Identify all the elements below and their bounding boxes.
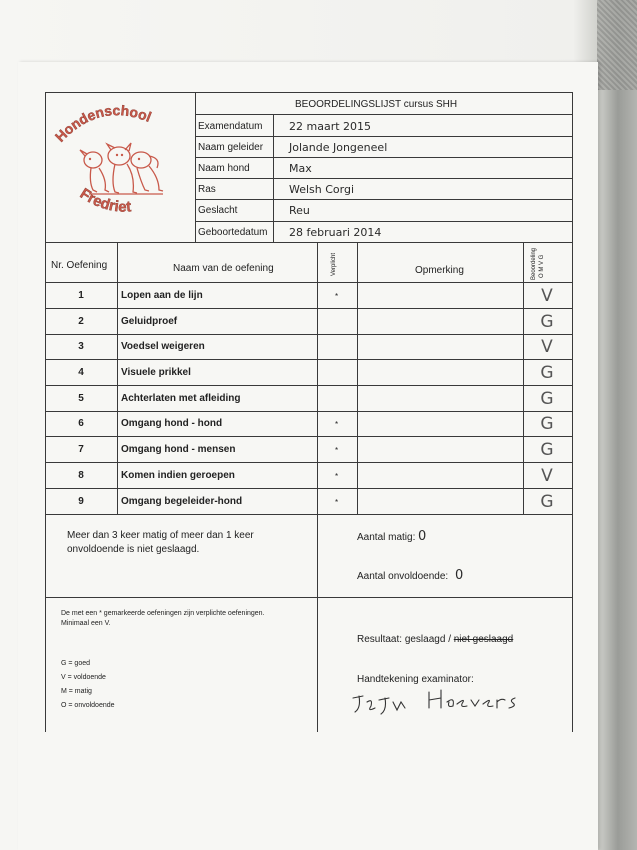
field-label-ras: Ras [198,184,216,195]
evaluation-form [45,92,573,732]
exercise-grade: G [540,414,554,434]
pass-rule-line2: onvoldoende is niet geslaagd. [67,544,200,555]
exercise-grade: G [540,363,554,383]
field-value-ras: Welsh Corgi [289,183,355,196]
column-header-nr: Nr. Oefening [51,260,108,271]
column-header-beoordeling-scale: O M V G [539,254,545,278]
exercise-grade: G [540,389,554,409]
exercise-grade: G [540,312,554,332]
exercise-name: Achterlaten met afleiding [121,393,241,404]
field-label-geslacht: Geslacht [198,205,238,216]
pass-rule-line1: Meer dan 3 keer matig of meer dan 1 keer [67,530,254,541]
field-value-naam-hond: Max [289,162,312,175]
form-title: BEOORDELINGSLIJST cursus SHH [295,99,458,110]
svg-text:Hondenschool: Hondenschool [51,102,154,145]
field-value-naam-geleider: Jolande Jongeneel [289,141,388,154]
field-label-geboortedatum: Geboortedatum [198,227,268,238]
exercise-grade: V [541,337,553,357]
legend-onvoldoende: O = onvoldoende [61,702,115,709]
column-header-naam: Naam van de oefening [173,263,274,274]
exercise-number: 6 [78,418,84,429]
field-value-examendatum: 22 maart 2015 [289,120,372,133]
field-value-geslacht: Reu [289,204,310,217]
column-header-beoordeling: Beoordeling [531,247,537,280]
exercise-grade: V [541,286,553,306]
result-line [357,634,513,645]
exercise-grade: V [541,466,553,486]
mandatory-marker: * [335,292,339,301]
exercise-number: 8 [78,470,84,481]
mandatory-marker: * [335,420,339,429]
exercise-name: Visuele prikkel [121,367,191,378]
paper-sheet [18,62,598,850]
exercise-number: 7 [78,444,84,455]
mandatory-note-line1: De met een * gemarkeerde oefeningen zijn verplichte oefeningen. [61,610,265,617]
exercise-number: 1 [78,290,84,301]
mandatory-marker: * [335,472,339,481]
signature-label: Handtekening examinator: [357,674,474,685]
svg-text:Fredriet: Fredriet [76,185,132,216]
exercise-number: 4 [78,367,84,378]
field-label-naam-geleider: Naam geleider [198,142,264,153]
exercise-number: 5 [78,393,84,404]
result-failed: niet geslaagd [453,634,514,645]
column-header-verplicht: Verplicht [331,252,337,276]
background-texture [597,0,637,90]
mandatory-note-line2: Minimaal een V. [61,620,111,627]
field-value-geboortedatum: 28 februari 2014 [289,226,382,239]
exercise-name: Geluidproef [121,316,178,327]
exercise-name: Omgang begeleider-hond [121,496,243,507]
count-onvoldoende-value: 0 [455,568,464,583]
exercise-name: Omgang hond - hond [121,418,223,429]
mandatory-marker: * [335,498,339,507]
examiner-signature [345,688,525,718]
exercise-number: 2 [78,316,84,327]
exercise-grade: G [540,492,554,512]
count-matig-label: Aantal matig: [357,532,416,543]
exercise-number: 3 [78,341,84,352]
exercise-name: Lopen aan de lijn [121,290,203,301]
result-passed: geslaagd [404,634,446,645]
count-onvoldoende-label: Aantal onvoldoende: [357,571,449,582]
field-label-naam-hond: Naam hond [198,163,250,174]
exercise-grade: G [540,440,554,460]
legend-goed: G = goed [61,660,90,667]
legend-voldoende: V = voldoende [61,674,106,681]
exercise-name: Omgang hond - mensen [121,444,236,455]
exercise-name: Voedsel weigeren [121,341,205,352]
school-logo [49,98,185,228]
result-label: Resultaat: [357,634,403,645]
field-label-examendatum: Examendatum [198,121,263,132]
count-matig-value: 0 [418,529,427,544]
legend-matig: M = matig [61,688,92,695]
column-header-opmerking: Opmerking [415,265,464,276]
exercise-number: 9 [78,496,84,507]
exercise-name: Komen indien geroepen [121,470,235,481]
mandatory-marker: * [335,446,339,455]
result-separator: / [448,634,451,645]
